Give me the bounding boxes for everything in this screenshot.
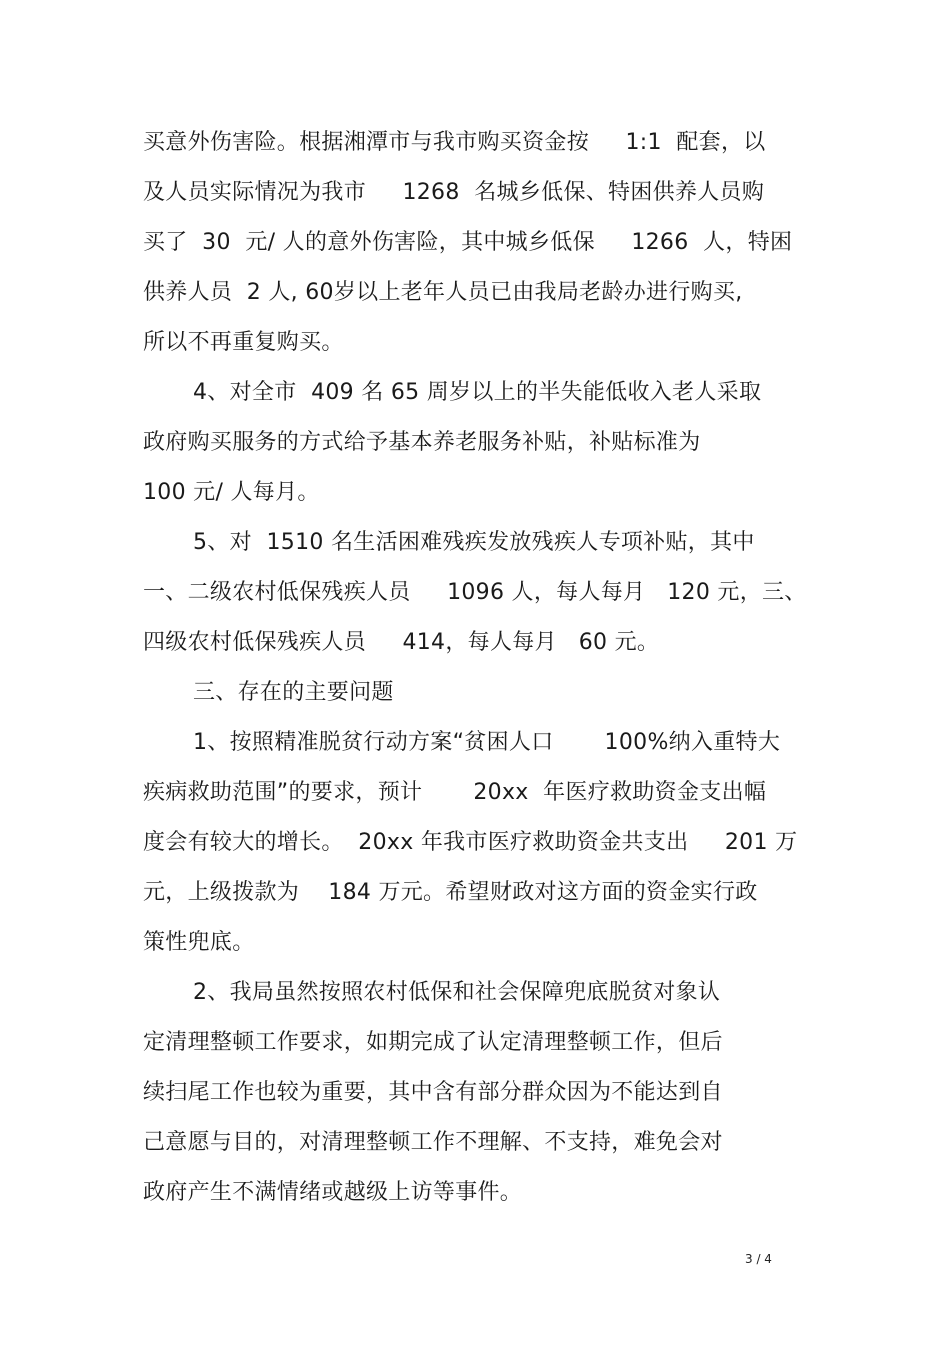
text-line: 供养人员 2 人, 60岁以上老年人员已由我局老龄办进行购买,: [143, 280, 743, 305]
text-line: 一、二级农村低保残疾人员 1096 人，每人每月 120 元，三、: [143, 580, 807, 605]
text-line: 100 元/ 人每月。: [143, 480, 320, 505]
text-line: 买了 30 元/ 人的意外伤害险，其中城乡低保 1266 人，特困: [143, 230, 793, 255]
text-line: 2、我局虽然按照农村低保和社会保障兜底脱贫对象认: [193, 980, 721, 1005]
text-line: 4、对全市 409 名 65 周岁以上的半失能低收入老人采取: [193, 380, 762, 405]
text-line: 己意愿与目的，对清理整顿工作不理解、不支持，难免会对: [143, 1130, 723, 1155]
text-line: 续扫尾工作也较为重要，其中含有部分群众因为不能达到自: [143, 1080, 723, 1105]
page-number: 3 / 4: [745, 1252, 772, 1266]
section-heading: 三、存在的主要问题: [193, 680, 394, 705]
text-line: 元，上级拨款为 184 万元。希望财政对这方面的资金实行政: [143, 880, 758, 905]
text-line: 政府产生不满情绪或越级上访等事件。: [143, 1180, 523, 1205]
text-line: 所以不再重复购买。: [143, 330, 344, 355]
text-line: 及人员实际情况为我市 1268 名城乡低保、特困供养人员购: [143, 180, 765, 205]
text-line: 政府购买服务的方式给予基本养老服务补贴，补贴标准为: [143, 430, 701, 455]
text-line: 策性兜底。: [143, 930, 255, 955]
text-line: 疾病救助范围”的要求，预计 20xx 年医疗救助资金支出幅: [143, 780, 767, 805]
text-line: 1、按照精准脱贫行动方案“贫困人口 100%纳入重特大: [193, 730, 781, 755]
text-line: 买意外伤害险。根据湘潭市与我市购买资金按 1:1 配套，以: [143, 130, 766, 155]
text-line: 定清理整顿工作要求，如期完成了认定清理整顿工作，但后: [143, 1030, 723, 1055]
text-line: 四级农村低保残疾人员 414，每人每月 60 元。: [143, 630, 660, 655]
text-line: 度会有较大的增长。 20xx 年我市医疗救助资金共支出 201 万: [143, 830, 798, 855]
text-line: 5、对 1510 名生活困难残疾发放残疾人专项补贴，其中: [193, 530, 755, 555]
